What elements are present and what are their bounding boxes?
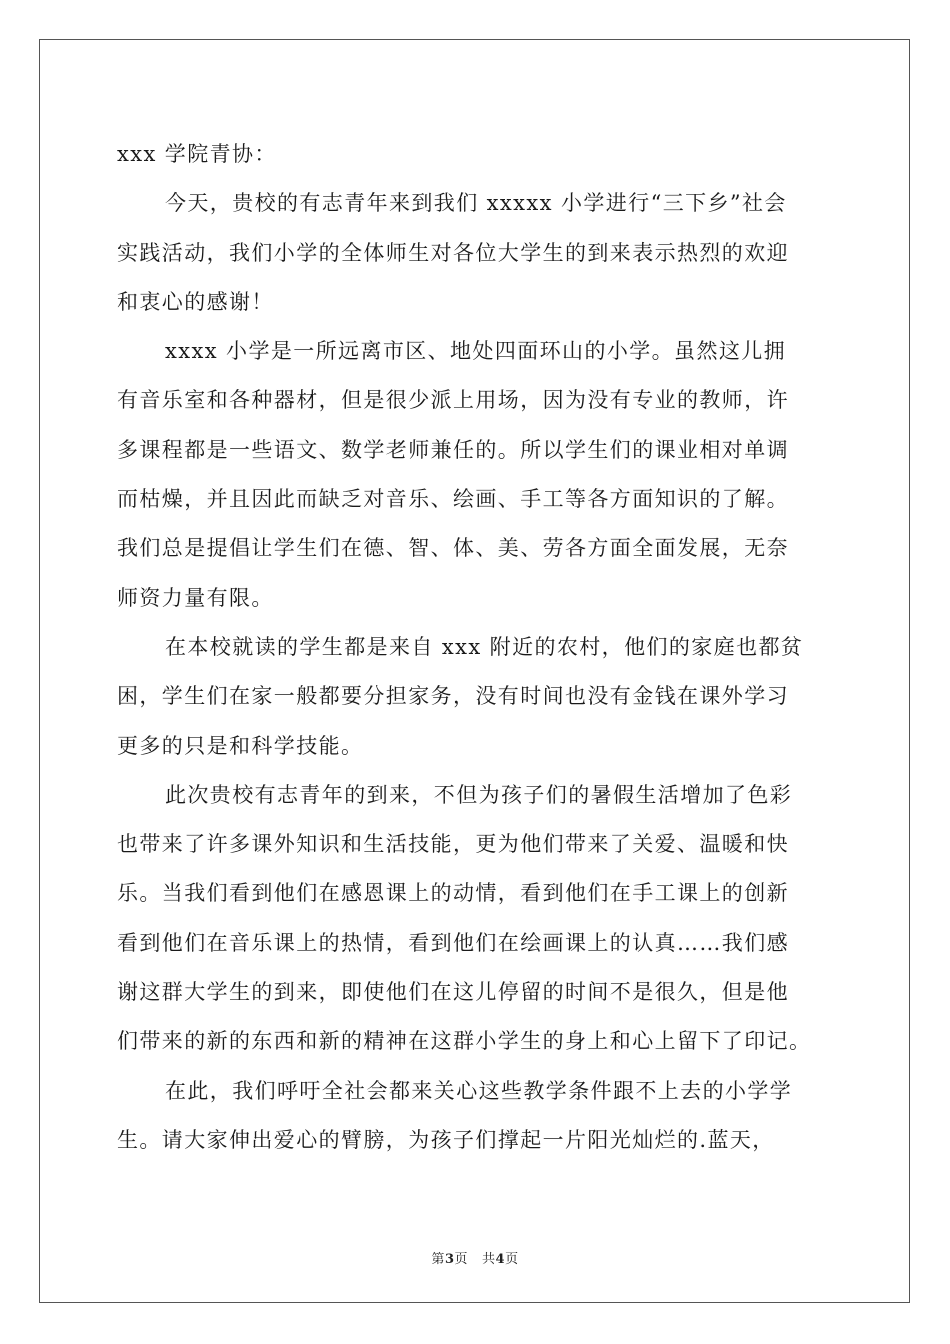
text-line: 而枯燥，并且因此而缺乏对音乐、绘画、手工等各方面知识的了解。	[117, 487, 789, 512]
text-line: 多课程都是一些语文、数学老师兼任的。所以学生们的课业相对单调	[117, 437, 789, 462]
text-line: 我们总是提倡让学生们在德、智、体、美、劳各方面全面发展，无奈	[117, 536, 789, 561]
text-line: 看到他们在音乐课上的热情，看到他们在绘画课上的认真……我们感	[117, 930, 789, 955]
text-line: 生。请大家伸出爱心的臂膀，为孩子们撑起一片阳光灿烂的.蓝天，	[117, 1127, 775, 1152]
text-line: 有音乐室和各种器材，但是很少派上用场，因为没有专业的教师，许	[117, 388, 789, 413]
total-suffix: 页	[505, 1252, 519, 1267]
text-line: 也带来了许多课外知识和生活技能，更为他们带来了关爱、温暖和快	[117, 832, 789, 857]
text-line: xxx 学院青协：	[117, 142, 277, 166]
current-page-number: 3	[444, 1252, 455, 1267]
text-line: 困，学生们在家一般都要分担家务，没有时间也没有金钱在课外学习	[117, 684, 789, 709]
text-line: 乐。当我们看到他们在感恩课上的动情，看到他们在手工课上的创新	[117, 881, 789, 906]
page-footer	[0, 1248, 950, 1267]
total-page-number: 4	[495, 1252, 506, 1267]
text-line: 更多的只是和科学技能。	[117, 733, 364, 758]
text-line: 实践活动，我们小学的全体师生对各位大学生的到来表示热烈的欢迎	[117, 240, 789, 265]
page-prefix: 第	[431, 1252, 445, 1267]
text-line: xxxx 小学是一所远离市区、地处四面环山的小学。虽然这儿拥	[165, 339, 787, 364]
text-line: 和衷心的感谢！	[117, 289, 274, 314]
text-line: 师资力量有限。	[117, 585, 274, 610]
text-line: 在此，我们呼吁全社会都来关心这些教学条件跟不上去的小学学	[165, 1078, 793, 1103]
letter-body	[117, 130, 837, 1165]
text-line: 此次贵校有志青年的到来，不但为孩子们的暑假生活增加了色彩	[165, 782, 793, 807]
text-line: 在本校就读的学生都是来自 xxx 附近的农村，他们的家庭也都贫	[165, 634, 804, 659]
page-suffix: 页	[454, 1252, 468, 1267]
text-line: 今天，贵校的有志青年来到我们 xxxxx 小学进行“三下乡”社会	[165, 191, 787, 216]
text-line: 谢这群大学生的到来，即使他们在这儿停留的时间不是很久，但是他	[117, 980, 789, 1005]
total-prefix: 共	[482, 1252, 496, 1267]
text-line: 们带来的新的东西和新的精神在这群小学生的身上和心上留下了印记。	[117, 1029, 812, 1054]
